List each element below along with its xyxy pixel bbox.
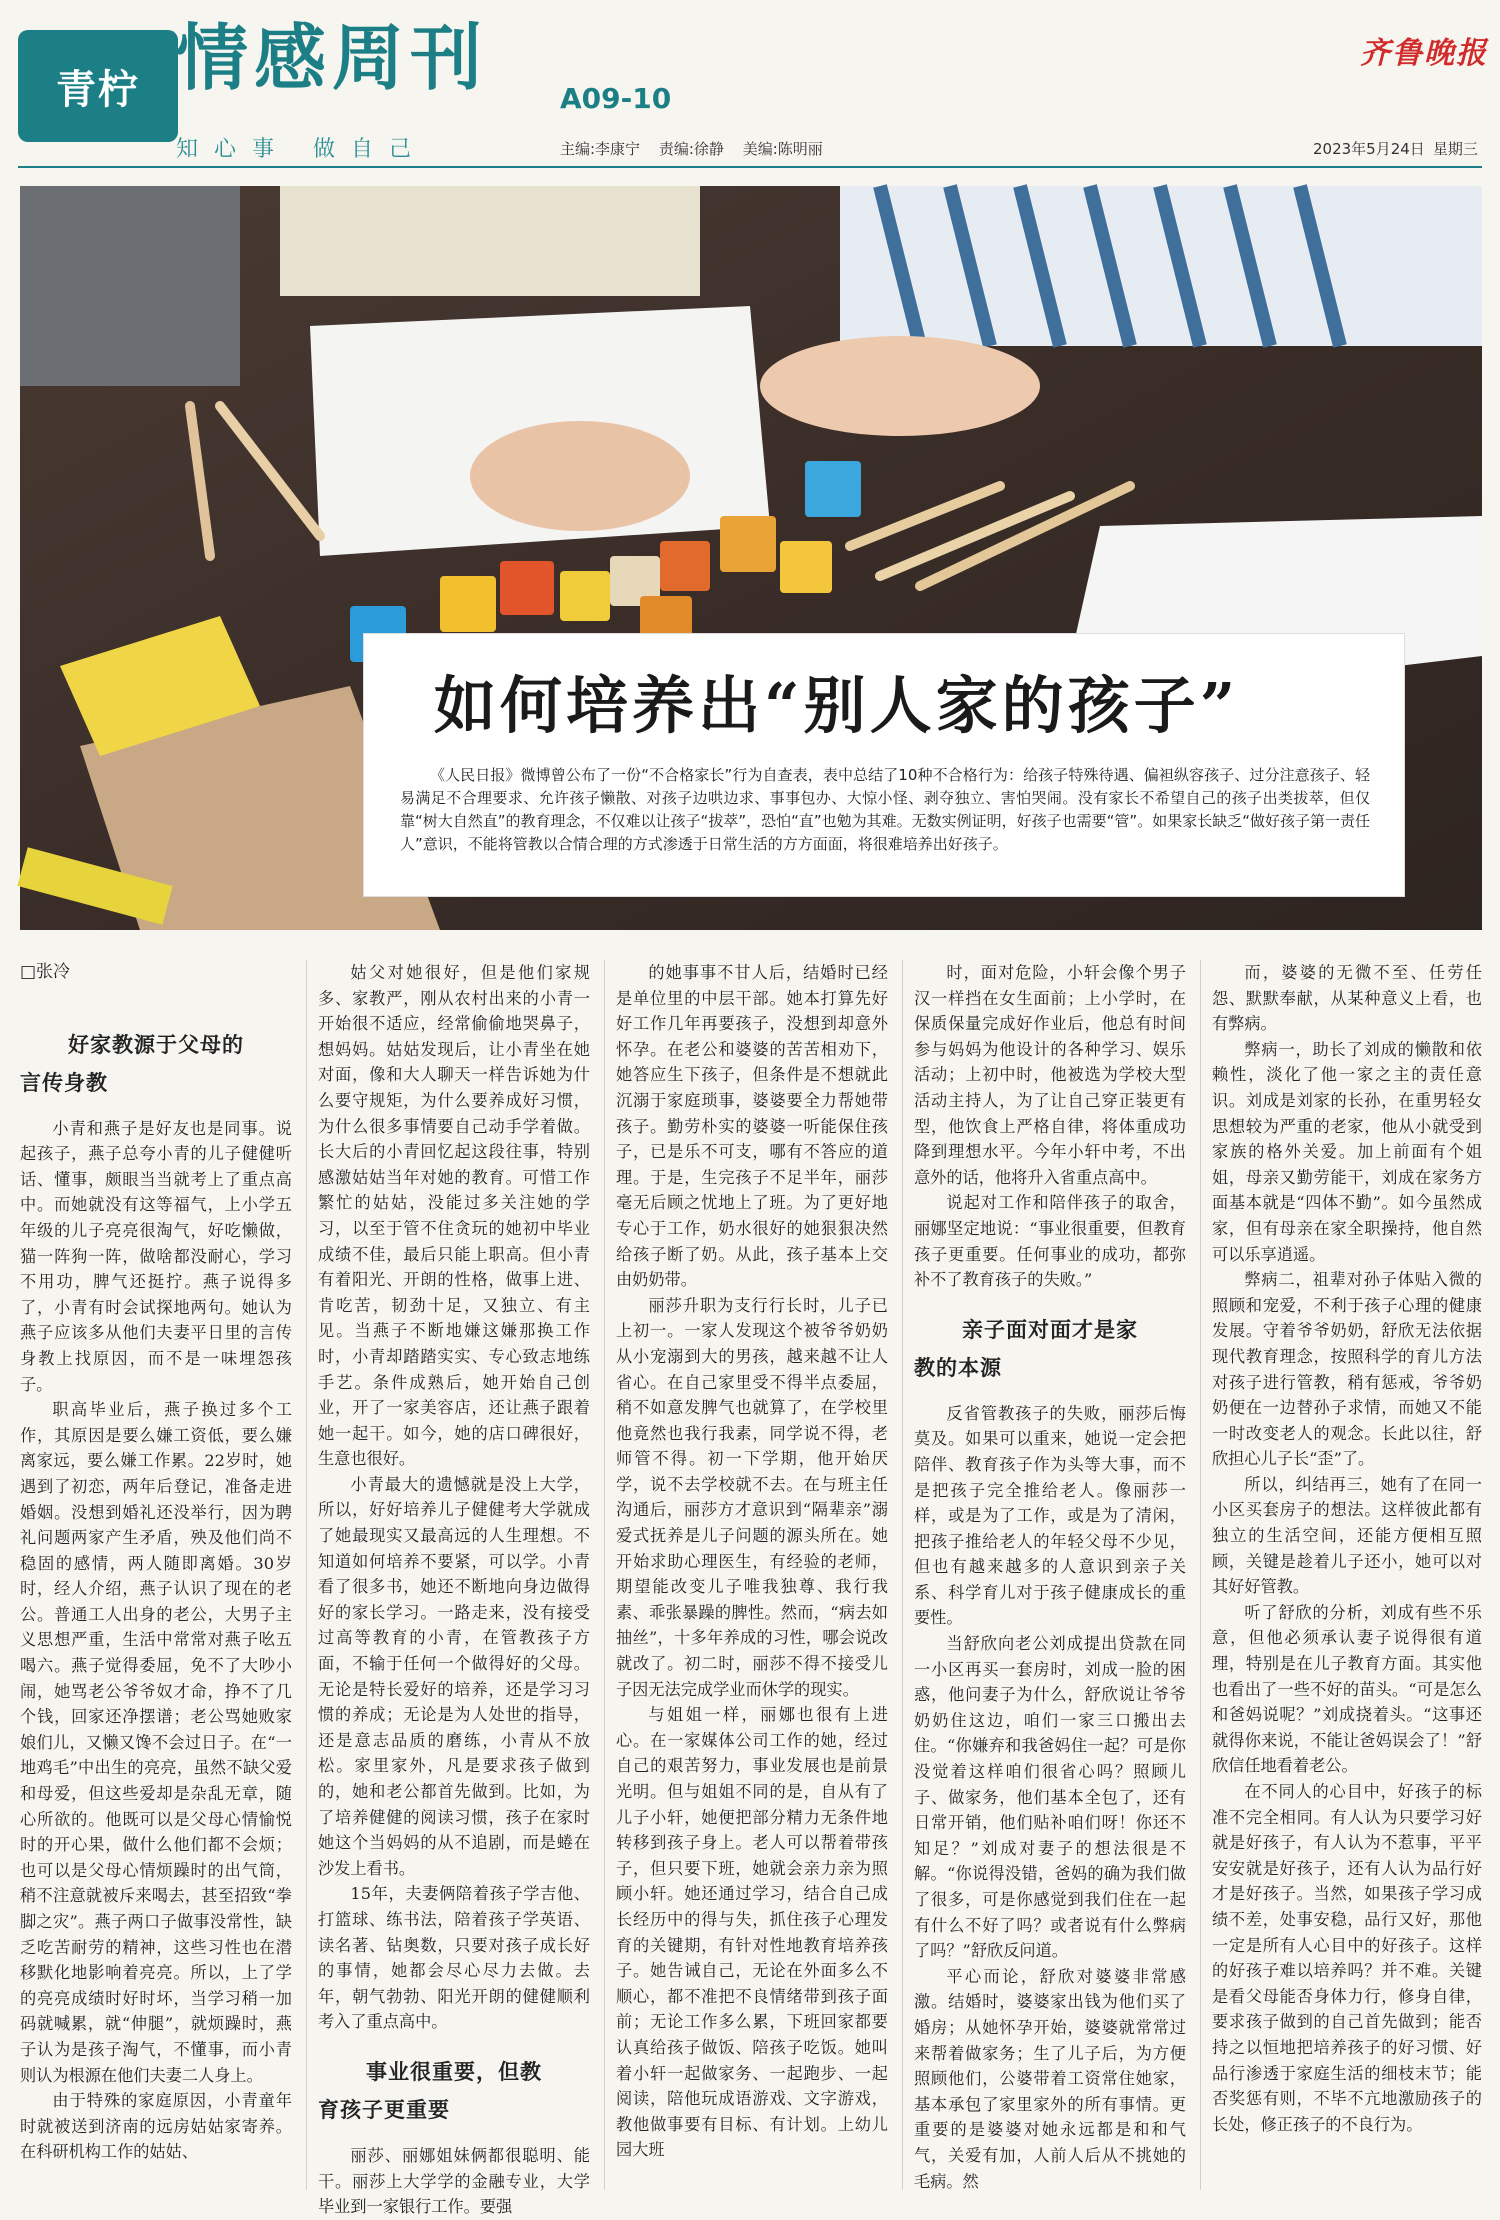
date: 2023年5月24日 (1313, 140, 1425, 158)
subhead-1-line-1: 好家教源于父母的 (68, 1032, 244, 1057)
column-3 (616, 960, 888, 2190)
lead-paragraph: 《人民日报》微博曾公布了一份“不合格家长”行为自查表，表中总结了10种不合格行为：给孩子特殊待遇、偏袒纵容孩子、过分注意孩子、轻易满足不合理要求、允许孩子懒散、对孩子边哄边求、事事包办、大惊小怪、剥夺独立、害怕哭闹。没有家长不希望自己的孩子出类拔萃，但仅靠“树大自然直”的教育理念，不仅难以让孩子“拔萃”，恐怕“直”也勉为其难。无数实例证明，好孩子也需要“管”。如果家长缺乏“做好孩子第一责任人”意识，不能将管教以合情合理的方式渗透于日常生活的方方面面，将很难培养出好孩子。 (400, 766, 1370, 853)
column-4 (914, 960, 1186, 2190)
headline: 如何培养出“别人家的孩子” (434, 669, 1240, 742)
paragraph: 在不同人的心目中，好孩子的标准不完全相同。有人认为只要学习好就是好孩子，有人认为不惹事，平平安安就是好孩子，还有人认为品行好才是好孩子。当然，如果孩子学习成绩不差，处事安稳，品行又好，那他一定是所有人心目中的好孩子。这样的好孩子难以培养吗？并不难。关键是看父母能否身体力行，修身自律，要求孩子做到的自己首先做到；能否持之以恒地把培养孩子的好习惯、好品行渗透于家庭生活的细枝末节；能否奖惩有则，不毕不亢地激励孩子的长处，修正孩子的不良行为。 (1212, 1782, 1482, 2134)
paragraph: 听了舒欣的分析，刘成有些不乐意，但他必须承认妻子说得很有道理，特别是在儿子教育方面。其实他也看出了一些不好的苗头。“可是怎么和爸妈说呢？”刘成挠着头。“这事还就得你来说，不能让爸妈误会了！”舒欣信任地看着老公。 (1212, 1602, 1482, 1776)
editor: 主编:李康宁 (560, 140, 641, 158)
logo-text: 青柠 (56, 65, 140, 113)
paragraph: 当舒欣向老公刘成提出贷款在同一小区再买一套房时，刘成一脸的困惑，他问妻子为什么，舒欣说让爷爷奶奶住这边，咱们一家三口搬出去住。“你嫌弃和我爸妈住一起？可是你没觉着这样咱们很省心吗？照顾儿子、做家务，他们基本全包了，还有日常开销，他们贴补咱们呀！你还不知足？”刘成对妻子的想法很是不解。“你说得没错，爸妈的确为我们做了很多，可是你感觉到我们住在一起有什么不好了吗？或者说有什么弊病了吗？”舒欣反问道。 (914, 1634, 1186, 1961)
paragraph: 职高毕业后，燕子换过多个工作，其原因是要么嫌工资低，要么嫌离家远，要么嫌工作累。22岁时，她遇到了初恋，两年后登记，准备走进婚姻。没想到婚礼还没举行，因为聘礼问题两家产生矛盾，殃及他们尚不稳固的感情，两人随即离婚。30岁时，经人介绍，燕子认识了现在的老公。普通工人出身的老公，大男子主义思想严重，生活中常常对燕子吆五喝六。燕子觉得委屈，免不了大吵小闹，她骂老公爷爷奴才命，挣不了几个钱，回家还净摆谱；老公骂她败家娘们儿，又懒又馋不会过日子。在“一地鸡毛”中出生的亮亮，虽然不缺父爱和母爱，但这些爱却是杂乱无章，随心所欲的。他既可以是父母心情愉悦时的开心果，做什么他们都不会烦；也可以是父母心情烦躁时的出气筒，稍不注意就被斥来喝去，甚至招致“拳脚之灾”。燕子两口子做事没常性，缺乏吃苦耐劳的精神，这些习性也在潜移默化地影响着亮亮。所以，上了学的亮亮成绩时好时坏，当学习稍一加码就喊累，就“伸腿”，就烦躁时，燕子认为是孩子淘气，不懂事，而小青则认为根源在他们夫妻二人身上。 (20, 1400, 292, 2085)
paragraph: 姑父对她很好，但是他们家规多、家教严，刚从农村出来的小青一开始很不适应，经常偷偷地哭鼻子，想妈妈。姑姑发现后，让小青坐在她对面，像和大人聊天一样告诉她为什么要守规矩，为什么要养成好习惯，为什么很多事情要自己动手学着做。长大后的小青回忆起这段往事，特别感激姑姑当年对她的教育。可惜工作繁忙的姑姑，没能过多关注她的学习，以至于管不住贪玩的她初中毕业成绩不佳，最后只能上职高。但小青有着阳光、开朗的性格，做事上进、肯吃苦，韧劲十足，又独立、有主见。当燕子不断地嫌这嫌那换工作时，小青却踏踏实实、专心致志地练手艺。条件成熟后，她开始自己创业，开了一家美容店，还让燕子跟着她一起干。如今，她的店口碑很好，生意也很好。 (318, 963, 590, 1469)
author-byline: □张冷 (20, 962, 71, 982)
sleeve-left (20, 186, 240, 386)
art-editor: 美编:陈明丽 (742, 140, 823, 158)
paragraph: 小青和燕子是好友也是同事。说起孩子，燕子总夸小青的儿子健健听话、懂事，颇眼当当就考上了重点高中。而她就没有这等福气，上小学五年级的儿子亮亮很淘气，好吃懒做，猫一阵狗一阵，做啥都没耐心，学习不用功，脾气还挺拧。燕子说得多了，小青有时会试探地两句。她认为燕子应该多从他们夫妻平日里的言传身教上找原因，而不是一味埋怨孩子。 (20, 1118, 292, 1394)
article-body (20, 960, 1482, 2217)
subhead-1-line-2: 言传身教 (20, 1070, 108, 1095)
issue-date (1305, 138, 1478, 159)
paragraph: 时，面对危险，小轩会像个男子汉一样挡在女生面前；上小学时，在保质保量完成好作业后，他总有时间参与妈妈为他设计的各种学习、娱乐活动；上初中时，他被选为学校大型活动主持人，为了让自己穿正装更有型，他饮食上严格自律，将体重成功降到理想水平。今年小轩中考，不出意外的话，他将升入省重点高中。 (914, 963, 1186, 1187)
logo (18, 30, 178, 142)
paragraph: 平心而论，舒欣对婆婆非常感激。结婚时，婆婆家出钱为他们买了婚房；从她怀孕开始，婆婆就常常过来帮着做家务；生了儿子后，为方便照顾他们，公婆带着工资常住她家，基本承包了家里家外的所有事情。更重要的是婆婆对她永远都是和和气气，关爱有加，人前人后从不挑她的毛病。然 (914, 1966, 1186, 2191)
column-2 (318, 960, 590, 2217)
child-shirt (280, 186, 700, 296)
paragraph: 小青最大的遗憾就是没上大学，所以，好好培养儿子健健考大学就成了她最现实又最高远的人生理想。不知道如何培养不要紧，可以学。小青看了很多书，她还不断地向身边做得好的家长学习。一路走来，没有接受过高等教育的小青，在管教孩子方面，不输于任何一个做得好的父母。无论是特长爱好的培养，还是学习习惯的养成；无论是为人处世的指导，还是意志品质的磨练，小青从不放松。家里家外，凡是要求孩子做到的，她和老公都首先做到。比如，为了培养健健的阅读习惯，孩子在家时她这个当妈妈的从不追剧，而是蜷在沙发上看书。 (318, 1474, 590, 1878)
column-divider (604, 960, 605, 2190)
subhead-3 (914, 1311, 1186, 1387)
paragraph: 所以，纠结再三，她有了在同一小区买套房子的想法。这样彼此都有独立的生活空间，还能方便相互照顾，关键是趁着儿子还小，她可以对其好好管教。 (1212, 1474, 1482, 1597)
subhead-2-line-1: 事业很重要，但教 (366, 2059, 542, 2084)
column-divider (1200, 960, 1201, 2190)
paragraph: 与姐姐一样，丽娜也很有上进心。在一家媒体公司工作的她，经过自己的艰苦努力，事业发展也是前景光明。但与姐姐不同的是，自从有了儿子小轩，她便把部分精力无条件地转移到孩子身上。老人可以帮着带孩子，但只要下班，她就会亲力亲为照顾小轩。她还通过学习，结合自己成长经历中的得与失，抓住孩子心理发育的关键期，有针对性地教育培养孩子。她告诫自己，无论在外面多么不顺心，都不准把不良情绪带到孩子面前；无论工作多么累，下班回家都要认真给孩子做饭、陪孩子吃饭。她叫着小轩一起做家务、一起跑步、一起阅读，陪他玩成语游戏、文字游戏，教他做事要有目标、有计划。上幼儿园大班 (616, 1705, 888, 2160)
masthead-rule (18, 166, 1482, 168)
column-divider (902, 960, 903, 2190)
weekday: 星期三 (1432, 140, 1478, 158)
column-1 (20, 960, 292, 2190)
paragraph: 丽莎升职为支行行长时，儿子已上初一。一家人发现这个被爷爷奶奶从小宠溺到大的男孩，越来越不让人省心。在自己家里受不得半点委屈，稍不如意发脾气也就算了，在学校里他竟然也我行我素，同学说不得，老师管不得。初一下学期，他开始厌学，说不去学校就不去。在与班主任沟通后，丽莎方才意识到“隔辈亲”溺爱式抚养是儿子问题的源头所在。她开始求助心理医生，有经验的老师，期望能改变儿子唯我独尊、我行我素、乖张暴躁的脾性。然而，“病去如抽丝”，十多年养成的习性，哪会说改就改了。初二时，丽莎不得不接受儿子因无法完成学业而休学的现实。 (616, 1295, 888, 1699)
responsible-editor: 责编:徐静 (658, 140, 724, 158)
adult-hand (760, 336, 1040, 436)
subhead-1 (20, 1026, 292, 1102)
column-5 (1212, 960, 1482, 2190)
slogan: 知心事 做自己 (176, 137, 427, 162)
headline-box (364, 634, 1404, 896)
paragraph: 弊病一，助长了刘成的懒散和依赖性，淡化了他一家之主的责任意识。刘成是刘家的长孙，在重男轻女思想较为严重的老家，他从小就受到家族的格外关爱。加上前面有个姐姐，母亲又勤劳能干，刘成在家务方面基本就是“四体不勤”。如今虽然成家，但有母亲在家全职操持，他自然可以乐享逍遥。 (1212, 1039, 1482, 1264)
paragraph: 15年，夫妻俩陪着孩子学吉他、打篮球、练书法，陪着孩子学英语、读名著、钻奥数，只要对孩子成长好的事情，她都会尽心尽力去做。去年，朝气勃勃、阳光开朗的健健顺利考入了重点高中。 (318, 1884, 590, 2032)
paragraph: 由于特殊的家庭原因，小青童年时就被送到济南的远房姑姑家寄养。在科研机构工作的姑姑、 (20, 2091, 292, 2162)
subhead-2 (318, 2053, 590, 2129)
paragraph: 的她事事不甘人后，结婚时已经是单位里的中层干部。她本打算先好好工作几年再要孩子，没想到却意外怀孕。在老公和婆婆的苦苦相劝下，她答应生下孩子，但条件是不想就此沉溺于家庭琐事，婆婆要全力帮她带孩子。勤劳朴实的婆婆一听能保住孩子，已是乐不可支，哪有不答应的道理。于是，生完孩子不足半年，丽莎毫无后顾之忧地上了班。为了更好地专心于工作，奶水很好的她狠狠决然给孩子断了奶。从此，孩子基本上交由奶奶带。 (616, 963, 888, 1290)
column-divider (306, 960, 307, 2190)
newspaper-name: 齐鲁晚报 (1360, 36, 1488, 71)
paragraph: 反省管教孩子的失败，丽莎后悔莫及。如果可以重来，她说一定会把陪伴、教育孩子作为头等大事，而不是把孩子完全推给老人。像丽莎一样，或是为了工作，或是为了清闲，把孩子推给老人的年轻父母不少见，但也有越来越多的人意识到亲子关系、科学育儿对于孩子健康成长的重要性。 (914, 1403, 1186, 1628)
paragraph: 弊病二，祖辈对孙子体贴入微的照顾和宠爱，不利于孩子心理的健康发展。守着爷爷奶奶，舒欣无法依据现代教育理念，按照科学的育儿方法对孩子进行管教，稍有惩戒，爷爷奶奶便在一边替孙子求情，而她又不能一时改变老人的观念。长此以往，舒欣担心儿子长“歪”了。 (1212, 1270, 1482, 1469)
subhead-2-line-2: 育孩子更重要 (318, 2097, 450, 2122)
child-hand (470, 421, 690, 531)
paragraph: 说起对工作和陪伴孩子的取舍，丽娜坚定地说：“事业很重要，但教育孩子更重要。任何事业的成功，都弥补不了教育孩子的失败。” (914, 1193, 1186, 1290)
editor-credits (560, 138, 837, 159)
subhead-3-line-1: 亲子面对面才是家 (962, 1317, 1138, 1342)
page-code: A09-10 (560, 82, 672, 115)
paragraph: 丽莎、丽娜姐妹俩都很聪明、能干。丽莎上大学学的金融专业，大学毕业到一家银行工作。要强 (318, 2145, 590, 2217)
section-title: 情感周刊 (176, 16, 489, 100)
paragraph: 而，婆婆的无微不至、任劳任怨、默默奉献，从某种意义上看，也有弊病。 (1212, 963, 1482, 1034)
subhead-3-line-2: 教的本源 (914, 1355, 1002, 1380)
